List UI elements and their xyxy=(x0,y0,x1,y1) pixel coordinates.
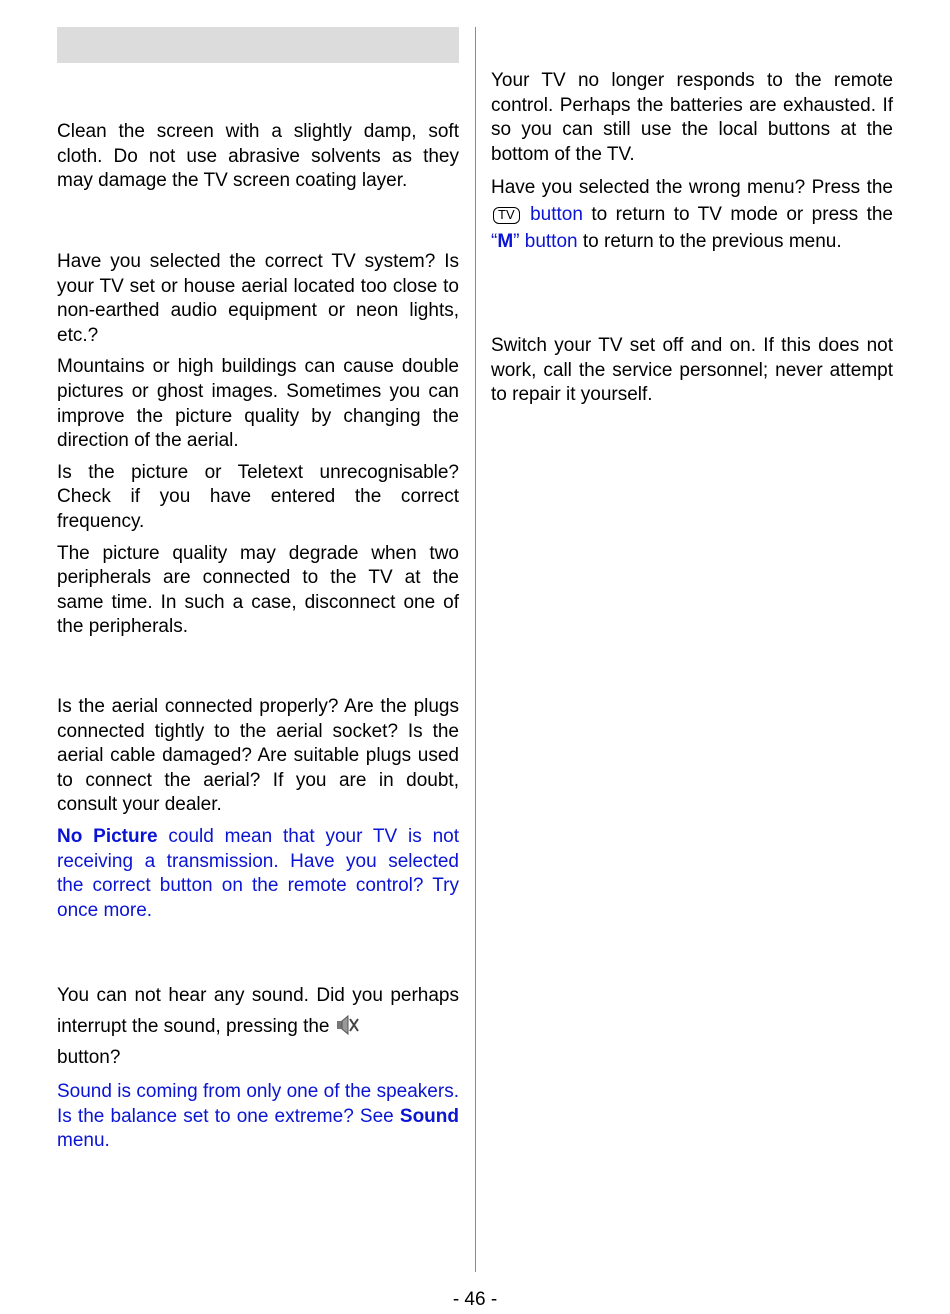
column-divider xyxy=(475,27,476,1272)
poor-picture-section xyxy=(57,250,459,647)
m-button-label: M xyxy=(497,231,514,253)
no-picture-text: could mean that your TV is not receiving a transmission. Have you selected the correct button on the remote control? Try once more. xyxy=(57,825,459,921)
sound-paragraph-1 xyxy=(57,980,459,1073)
poor-picture-paragraph-1: Have you selected the correct TV system? Is your TV set or house aerial located too close to non-earthed audio equipment or neon lights, etc.? xyxy=(57,251,459,346)
no-picture-section xyxy=(57,695,459,930)
remote-control-section xyxy=(491,69,893,262)
sound-menu-label: Sound xyxy=(399,1105,459,1127)
sound-section xyxy=(57,980,459,1161)
balance-text: Sound is coming from only one of the speakers. Is the balance set to one extreme? See xyxy=(57,1081,459,1127)
menu-word: menu. xyxy=(57,1130,110,1152)
m-button-word: ” button xyxy=(513,231,578,253)
m-quote-open: “ xyxy=(491,231,498,253)
previous-menu-text: to return to the previous menu. xyxy=(577,231,842,253)
poor-picture-paragraph-3: Is the picture or Teletext unrecognisable? Check if you have entered the correct frequency. xyxy=(57,461,459,532)
sound-question-text: You can not hear any sound. Did you perhaps interrupt the sound, pressing the xyxy=(57,985,459,1037)
wrong-menu-text: Have you selected the wrong menu? Press the xyxy=(491,177,893,199)
tv-button-icon: TV xyxy=(493,207,520,224)
sound-question-end: button? xyxy=(57,1047,121,1068)
page-number: - 46 - xyxy=(452,1289,498,1310)
return-tv-text: to return to TV mode or press the xyxy=(582,204,893,226)
remote-paragraph-1: Your TV no longer responds to the remote control. Perhaps the batteries are exhausted. If so you can still use the local buttons at the bottom of the TV. xyxy=(491,70,893,165)
section-header-bar xyxy=(57,27,459,63)
no-solution-text: Switch your TV set off and on. If this does not work, call the service personnel; never attempt to repair it yourself. xyxy=(491,335,893,406)
sound-paragraph-2 xyxy=(57,1080,459,1154)
poor-picture-paragraph-4: The picture quality may degrade when two peripherals are connected to the TV at the same time. In such a case, disconnect one of the peripherals. xyxy=(57,542,459,638)
mute-speaker-icon xyxy=(336,1014,360,1036)
tv-button-word: button xyxy=(530,204,583,226)
no-picture-paragraph-2 xyxy=(57,825,459,923)
screen-care-text: Clean the screen with a slightly damp, soft cloth. Do not use abrasive solvents as they may damage the TV screen coating layer. xyxy=(57,121,459,192)
poor-picture-paragraph-2: Mountains or high buildings can cause double pictures or ghost images. Sometimes you can improve the picture quality by changing the direction of the aerial. xyxy=(57,356,459,452)
no-picture-label: No Picture xyxy=(57,825,158,847)
remote-paragraph-2 xyxy=(491,174,893,255)
no-picture-paragraph-1: Is the aerial connected properly? Are the plugs connected tightly to the aerial socket? Is the aerial cable damaged? Are suitable plugs used to connect the aerial? If you are in doubt, consult your dealer. xyxy=(57,696,459,816)
